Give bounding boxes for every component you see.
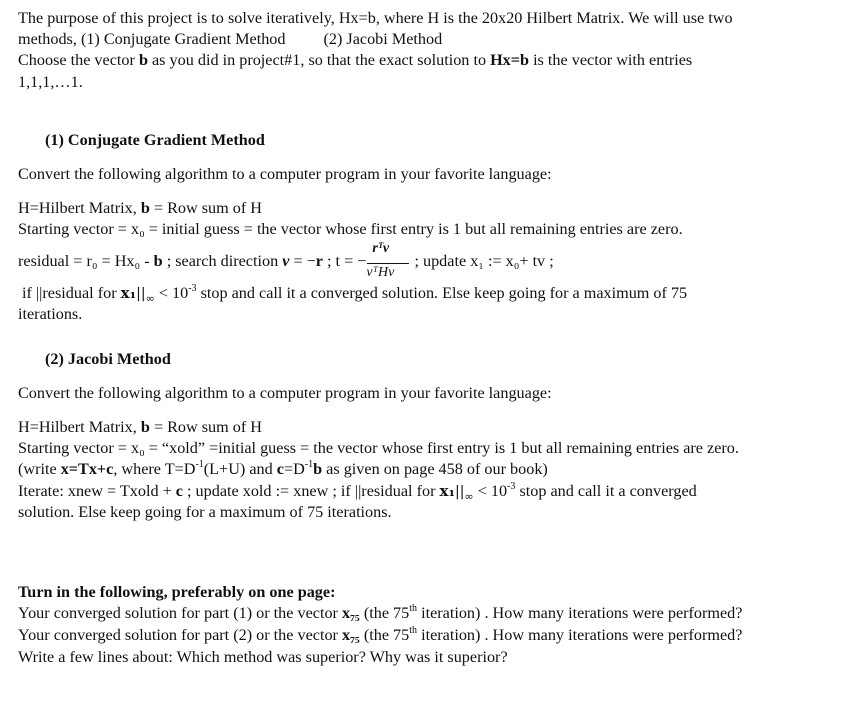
cg-convert-text: Convert the following algorithm to a computer program in your favorite language: (18, 165, 552, 183)
intro-line-1: The purpose of this project is to solve iteratively, Hx=b, where H is the 20x20 Hilbert Matrix. We will use two (18, 9, 733, 27)
jacobi-starting-vector: Starting vector = x₀ = “xold” =initial guess = the vector whose first entry is 1 but all remaining entries are zero. (18, 439, 739, 457)
cg-stop-criterion-cont: iterations. (18, 305, 83, 323)
cg-residual-line: residual = r₀ = Hx₀ - b ; search direction v = −r ; t = − $\frac{\text{rᵀv}}{\text{vᵀHv}}$ ; update x₁ := x₀+ tv ; (18, 241, 554, 280)
jacobi-iterate-line: Iterate: xnew = Txold + c ; update xold := xnew ; if ||residual for $x_1||_\infty < 10^{-3}$ stop and call it a converged (18, 480, 697, 503)
intro-line-4: 1,1,1,…1. (18, 73, 83, 91)
intro-line-2: methods, (1) Conjugate Gradient Method (2) Jacobi Method (18, 30, 443, 48)
jacobi-iterate-cont: solution. Else keep going for a maximum of 75 iterations. (18, 503, 392, 521)
cg-starting-vector: Starting vector = x₀ = initial guess = the vector whose first entry is 1 but all remaining entries are zero. (18, 220, 683, 238)
turnin-question-3: Write a few lines about: Which method was superior? Why was it superior? (18, 648, 508, 666)
cg-definition: H=Hilbert Matrix, b = Row sum of H (18, 199, 262, 217)
turnin-question-2: Your converged solution for part (2) or the vector x₇₅ (the 75th iteration) . How many iterations were performed? (18, 624, 743, 644)
turnin-heading: Turn in the following, preferably on one page: (18, 583, 336, 601)
step-size-fraction: $\frac{\text{rᵀv}}{\text{vᵀHv}}$ (366, 251, 410, 272)
turnin-question-1: Your converged solution for part (1) or the vector x₇₅ (the 75th iteration) . How many iterations were performed? (18, 602, 743, 622)
jacobi-convert-text: Convert the following algorithm to a computer program in your favorite language: (18, 384, 552, 402)
jacobi-definition: H=Hilbert Matrix, b = Row sum of H (18, 418, 262, 436)
cg-stop-criterion: if ||residual for $x_1||_\infty < 10^{-3}$ stop and call it a converged solution. Else keep going for a maximum of 75 (22, 282, 688, 305)
jacobi-heading: (2) Jacobi Method (45, 350, 171, 368)
jacobi-write-form: (write x=Tx+c, where $T=D^{-1}(L+U)$ and $c=D^{-1}b$ as given on page 458 of our book) (18, 458, 548, 478)
cg-heading: (1) Conjugate Gradient Method (45, 131, 265, 149)
intro-line-3: Choose the vector b as you did in project#1, so that the exact solution to Hx=b is the vector with entries (18, 51, 693, 69)
